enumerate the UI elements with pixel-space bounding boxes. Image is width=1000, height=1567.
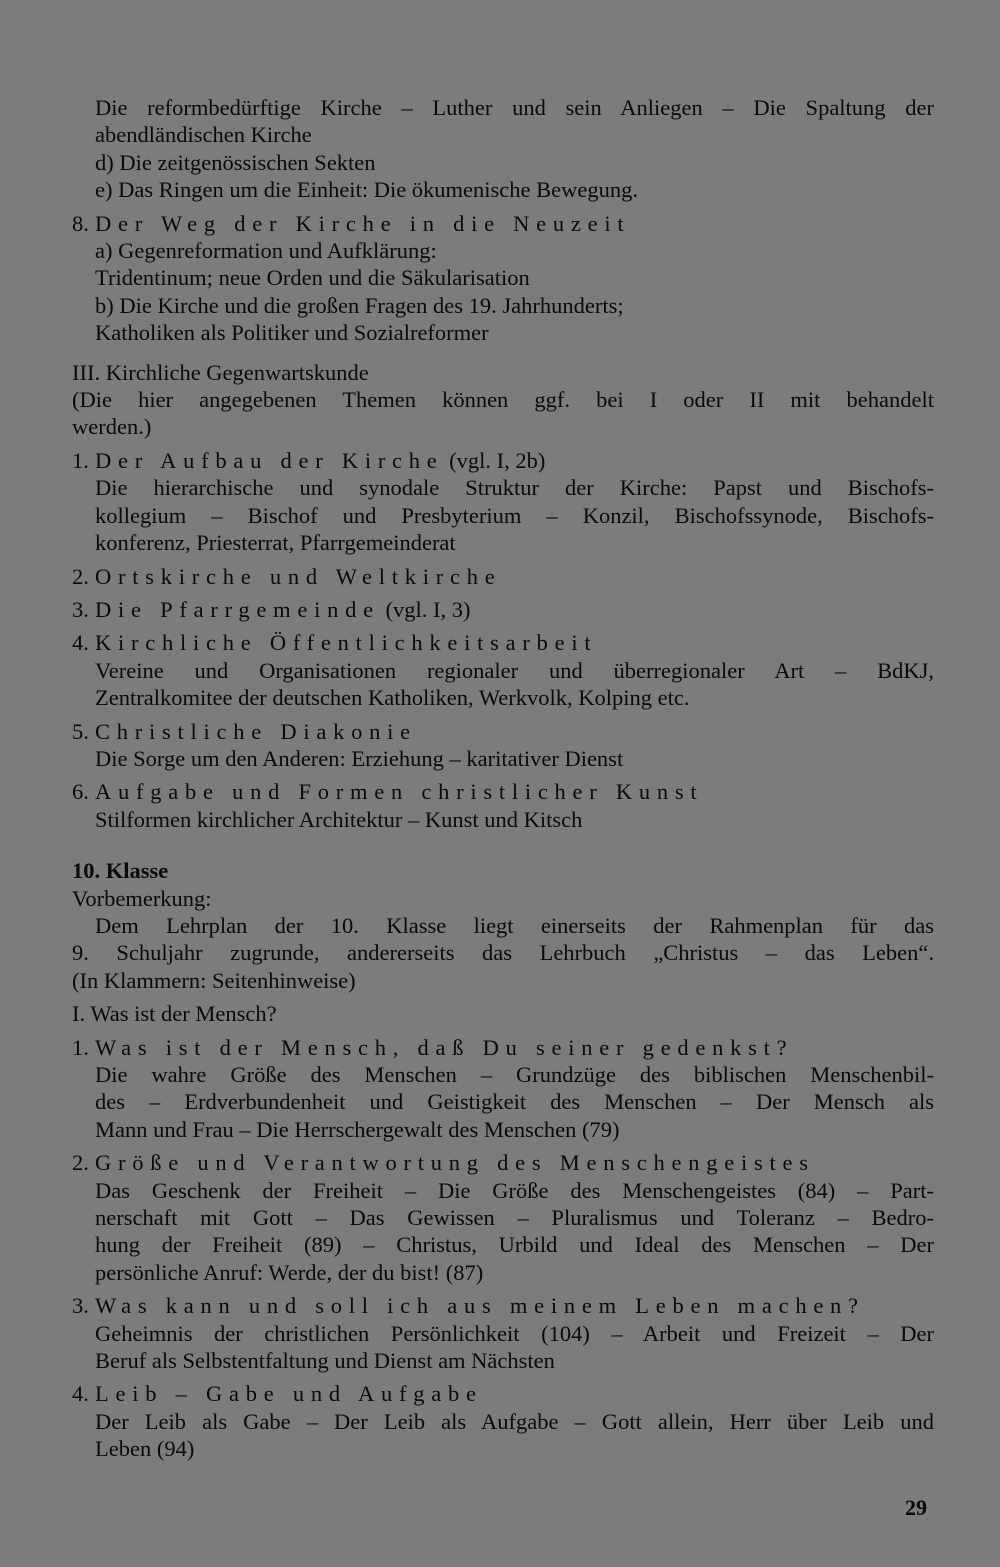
text-line: d) Die zeitgenössischen Sekten (95, 149, 376, 175)
class-heading: 10. Klasse (72, 858, 169, 884)
text-line: Die wahre Größe des Menschen – Grundzüge des biblischen Menschenbil- (95, 1062, 934, 1087)
text-line: Leben (94) (95, 1436, 195, 1462)
text-line: a) Gegenreformation und Aufklärung: (95, 238, 437, 264)
text-line: nerschaft mit Gott – Das Gewissen – Pluralismus und Toleranz – Bedro- (95, 1205, 934, 1231)
text-line: Vorbemerkung: (72, 885, 212, 911)
item-number: 3. (72, 1293, 89, 1319)
item-number: 6. (72, 779, 89, 805)
section-heading-iii: III. Kirchliche Gegenwartskunde (72, 359, 369, 385)
text-line: Vereine und Organisationen regionaler und überregionaler Art – BdKJ, (95, 657, 934, 683)
cross-reference: (vgl. I, 2b) (449, 447, 546, 473)
spaced-heading: Christliche Diakonie (95, 718, 417, 744)
item-heading-1 (72, 447, 934, 474)
item-heading-5 (72, 718, 934, 745)
text-line: Die reformbedürftige Kirche – Luther und sein Anliegen – Die Spaltung der (95, 95, 934, 120)
text-line: Beruf als Selbstentfaltung und Dienst am Nächsten (95, 1348, 555, 1374)
spaced-heading: Die Pfarrgemeinde (95, 596, 380, 622)
spaced-heading: Der Weg der Kirche in die Neuzeit (95, 210, 631, 236)
text-line: Dem Lehrplan der 10. Klasse liegt einerseits der Rahmenplan für das (95, 912, 934, 938)
text-line: kollegium – Bischof und Presbyterium – Konzil, Bischofssynode, Bischofs- (95, 502, 934, 528)
text-line: b) Die Kirche und die großen Fragen des 19. Jahrhunderts; (95, 292, 624, 318)
item-heading-2 (72, 563, 934, 590)
text-line: 9. Schuljahr zugrunde, andererseits das Lehrbuch „Christus – das Leben“. (72, 940, 934, 966)
item-heading-2b (72, 1149, 934, 1176)
spaced-heading: Leib – Gabe und Aufgabe (95, 1381, 483, 1407)
item-number: 1. (72, 447, 89, 473)
page-body (72, 94, 934, 1463)
text-line: des – Erdverbundenheit und Geistigkeit des Menschen – Der Mensch als (95, 1089, 934, 1115)
text-line: Das Geschenk der Freiheit – Die Größe des Menschengeistes (84) – Part- (95, 1177, 934, 1203)
text-line: Der Leib als Gabe – Der Leib als Aufgabe – Gott allein, Herr über Leib und (95, 1408, 934, 1434)
item-number: 4. (72, 630, 89, 656)
section-heading-i: I. Was ist der Mensch? (72, 1001, 277, 1027)
text-line: Katholiken als Politiker und Sozialreformer (95, 320, 489, 346)
item-heading-3b (72, 1292, 934, 1319)
text-line: hung der Freiheit (89) – Christus, Urbild und Ideal des Menschen – Der (95, 1232, 934, 1258)
item-number: 2. (72, 1150, 89, 1176)
spaced-heading: Ortskirche und Weltkirche (95, 563, 502, 589)
item-heading-4 (72, 629, 934, 656)
text-line: Die Sorge um den Anderen: Erziehung – karitativer Dienst (95, 745, 624, 771)
item-number: 1. (72, 1034, 89, 1060)
text-line: e) Das Ringen um die Einheit: Die ökumenische Bewegung. (95, 177, 638, 203)
text-line: Tridentinum; neue Orden und die Säkularisation (95, 265, 530, 291)
item-heading-4b (72, 1380, 934, 1407)
text-line: Stilformen kirchlicher Architektur – Kunst und Kitsch (95, 806, 583, 832)
text-line: werden.) (72, 414, 152, 440)
item-number: 2. (72, 563, 89, 589)
spaced-heading: Kirchliche Öffentlichkeitsarbeit (95, 630, 598, 656)
page-number: 29 (905, 1495, 927, 1520)
spaced-heading: Aufgabe und Formen christlicher Kunst (95, 779, 704, 805)
text-line: konferenz, Priesterrat, Pfarrgemeinderat (95, 530, 456, 556)
item-heading-6 (72, 778, 934, 805)
item-number: 5. (72, 718, 89, 744)
text-line: abendländischen Kirche (95, 122, 312, 148)
text-line: Die hierarchische und synodale Struktur der Kirche: Papst und Bischofs- (95, 475, 934, 501)
text-line: Mann und Frau – Die Herrschergewalt des Menschen (79) (95, 1116, 620, 1142)
text-line: Zentralkomitee der deutschen Katholiken, Werkvolk, Kolping etc. (95, 685, 690, 711)
spaced-heading: Was ist der Mensch, daß Du seiner gedenkst? (95, 1034, 794, 1060)
item-number: 8. (72, 210, 89, 236)
item-heading-3 (72, 596, 934, 623)
item-number: 3. (72, 596, 89, 622)
text-line: (Die hier angegebenen Themen können ggf. bei I oder II mit behandelt (72, 387, 934, 413)
item-heading-1b (72, 1034, 934, 1061)
text-line: (In Klammern: Seitenhinweise) (72, 967, 356, 993)
cross-reference: (vgl. I, 3) (385, 596, 471, 622)
spaced-heading: Größe und Verantwortung des Menschengeistes (95, 1150, 815, 1176)
spaced-heading: Der Aufbau der Kirche (95, 447, 444, 473)
text-line: persönliche Anruf: Werde, der du bist! (87) (95, 1259, 484, 1285)
spaced-heading: Was kann und soll ich aus meinem Leben machen? (95, 1293, 865, 1319)
text-line: Geheimnis der christlichen Persönlichkeit (104) – Arbeit und Freizeit – Der (95, 1320, 934, 1346)
item-number: 4. (72, 1381, 89, 1407)
section-heading-8 (72, 210, 934, 237)
